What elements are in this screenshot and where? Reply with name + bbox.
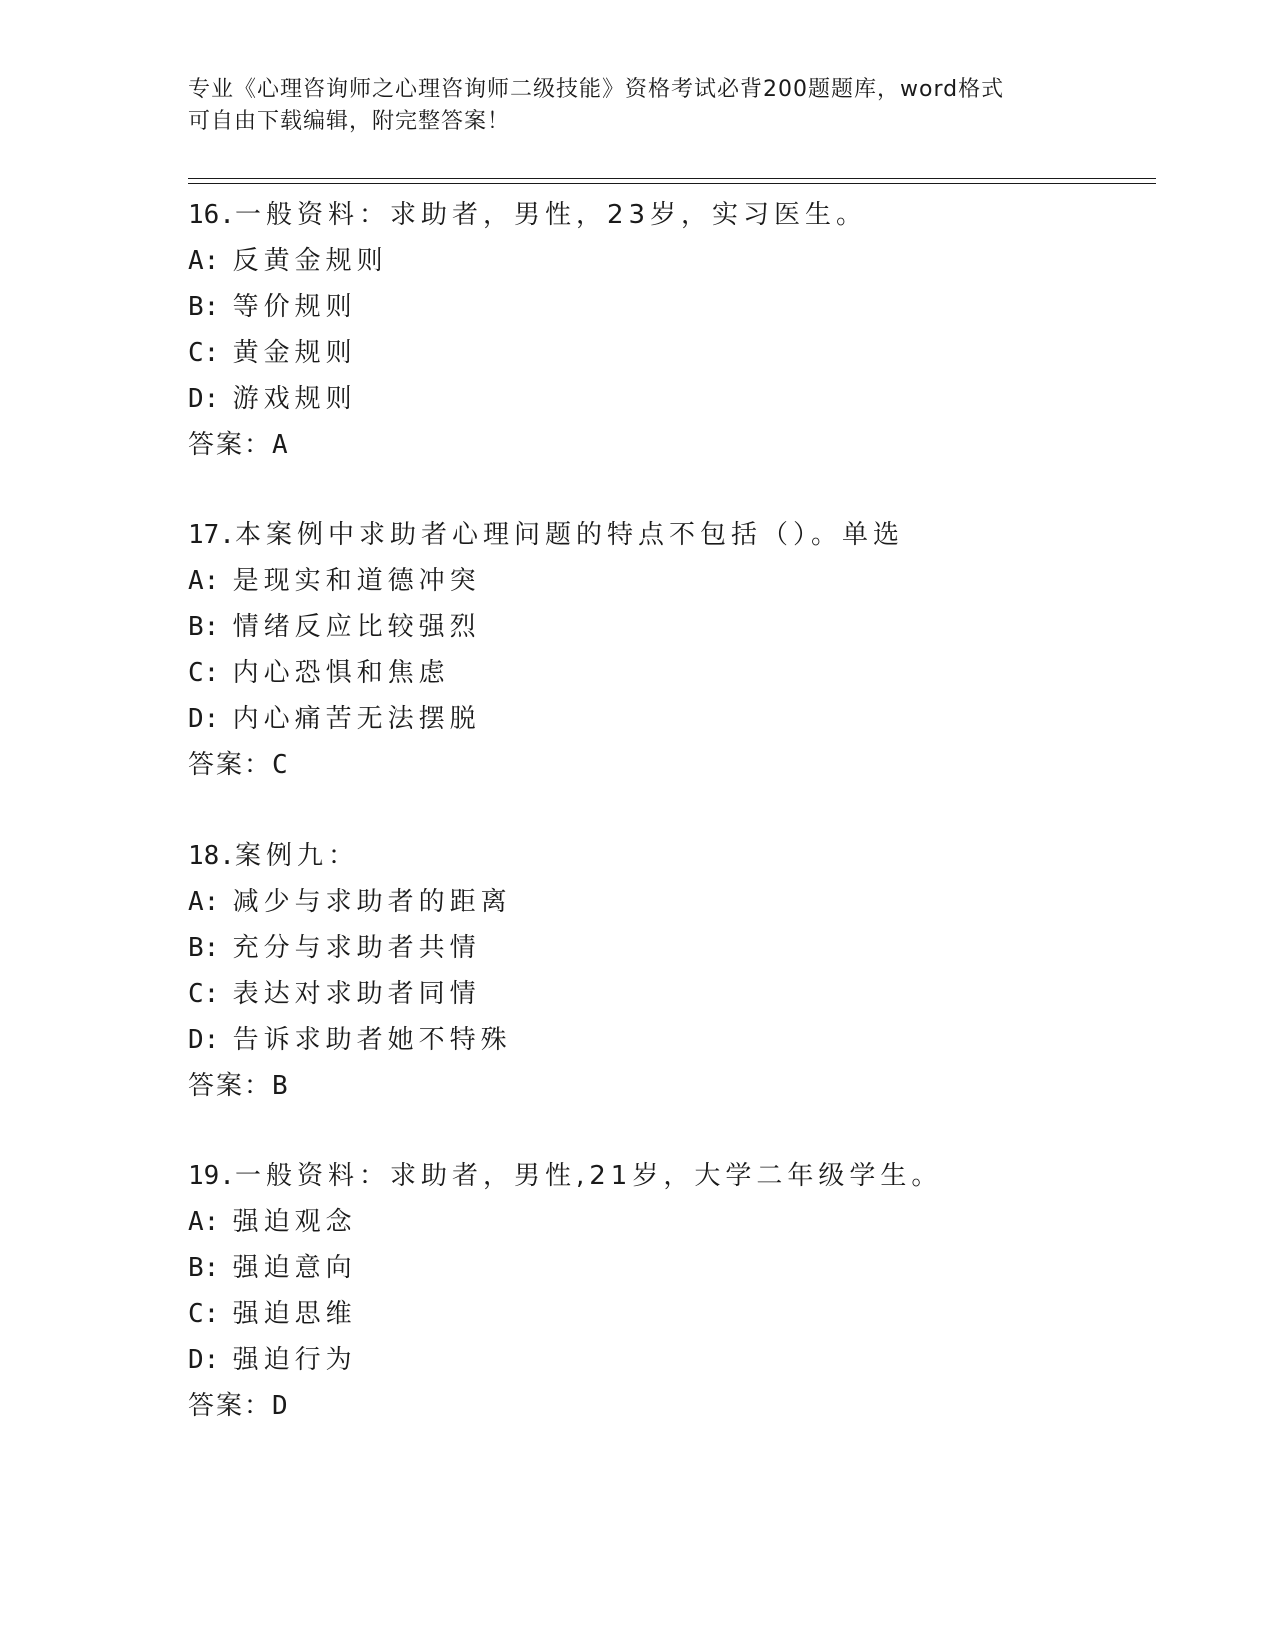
answer-value: A	[272, 430, 288, 460]
answer-line	[188, 1383, 1148, 1429]
option-text: 黄金规则	[232, 338, 357, 368]
answer-value: D	[272, 1391, 288, 1421]
option-key: D:	[188, 704, 220, 734]
option-text: 强迫行为	[232, 1345, 357, 1375]
option-text: 情绪反应比较强烈	[232, 612, 481, 642]
option-key: A:	[188, 566, 220, 596]
option-key: B:	[188, 292, 220, 322]
option-b	[188, 925, 1148, 971]
option-a	[188, 1199, 1148, 1245]
option-key: D:	[188, 1025, 220, 1055]
question-18	[188, 833, 1148, 1109]
option-c	[188, 971, 1148, 1017]
question-text: 案例九：	[234, 841, 359, 871]
option-key: C:	[188, 338, 220, 368]
question-number: 17.	[188, 520, 235, 550]
option-a	[188, 879, 1148, 925]
question-19	[188, 1153, 1148, 1429]
header-divider-top	[188, 178, 1156, 179]
answer-label: 答案：	[188, 750, 273, 780]
option-key: B:	[188, 933, 220, 963]
option-text: 充分与求助者共情	[232, 933, 481, 963]
option-text: 内心恐惧和焦虑	[232, 658, 450, 688]
option-text: 强迫观念	[232, 1207, 357, 1237]
option-text: 表达对求助者同情	[232, 979, 481, 1009]
question-stem	[188, 1153, 1148, 1199]
question-text: 一般资料：求助者，男性，23岁，实习医生。	[234, 200, 868, 230]
option-text: 强迫意向	[232, 1253, 357, 1283]
question-17	[188, 512, 1148, 788]
answer-line	[188, 422, 1148, 468]
option-b	[188, 284, 1148, 330]
option-c	[188, 330, 1148, 376]
answer-value: B	[272, 1071, 288, 1101]
option-c	[188, 1291, 1148, 1337]
answer-value: C	[272, 750, 288, 780]
question-stem	[188, 192, 1148, 238]
option-key: A:	[188, 887, 220, 917]
question-number: 19.	[188, 1161, 235, 1191]
option-text: 反黄金规则	[232, 246, 388, 276]
answer-label: 答案：	[188, 430, 273, 460]
question-16	[188, 192, 1148, 468]
question-text: 一般资料：求助者，男性,21岁，大学二年级学生。	[234, 1161, 943, 1191]
option-d	[188, 1017, 1148, 1063]
question-number: 16.	[188, 200, 235, 230]
option-b	[188, 604, 1148, 650]
answer-line	[188, 1063, 1148, 1109]
option-text: 强迫思维	[232, 1299, 357, 1329]
option-text: 内心痛苦无法摆脱	[232, 704, 481, 734]
option-a	[188, 238, 1148, 284]
option-key: D:	[188, 1345, 220, 1375]
option-key: C:	[188, 1299, 220, 1329]
option-key: B:	[188, 1253, 220, 1283]
answer-label: 答案：	[188, 1391, 273, 1421]
header-title-line-2: 可自由下载编辑，附完整答案！	[188, 109, 511, 134]
option-text: 游戏规则	[232, 384, 357, 414]
option-key: C:	[188, 979, 220, 1009]
option-d	[188, 696, 1148, 742]
document-header	[188, 74, 1088, 138]
answer-label: 答案：	[188, 1071, 273, 1101]
option-d	[188, 1337, 1148, 1383]
header-title-line-1: 专业《心理咨询师之心理咨询师二级技能》资格考试必背200题题库，word格式	[188, 77, 1005, 102]
header-divider-bottom	[188, 183, 1156, 184]
option-key: C:	[188, 658, 220, 688]
option-text: 减少与求助者的距离	[232, 887, 512, 917]
option-text: 告诉求助者她不特殊	[232, 1025, 512, 1055]
option-a	[188, 558, 1148, 604]
answer-line	[188, 742, 1148, 788]
option-text: 等价规则	[232, 292, 357, 322]
option-b	[188, 1245, 1148, 1291]
option-key: B:	[188, 612, 220, 642]
question-number: 18.	[188, 841, 235, 871]
option-d	[188, 376, 1148, 422]
option-c	[188, 650, 1148, 696]
option-key: A:	[188, 1207, 220, 1237]
question-text: 本案例中求助者心理问题的特点不包括（）。单选	[234, 520, 904, 550]
question-stem	[188, 833, 1148, 879]
question-stem	[188, 512, 1148, 558]
option-text: 是现实和道德冲突	[232, 566, 481, 596]
option-key: D:	[188, 384, 220, 414]
option-key: A:	[188, 246, 220, 276]
